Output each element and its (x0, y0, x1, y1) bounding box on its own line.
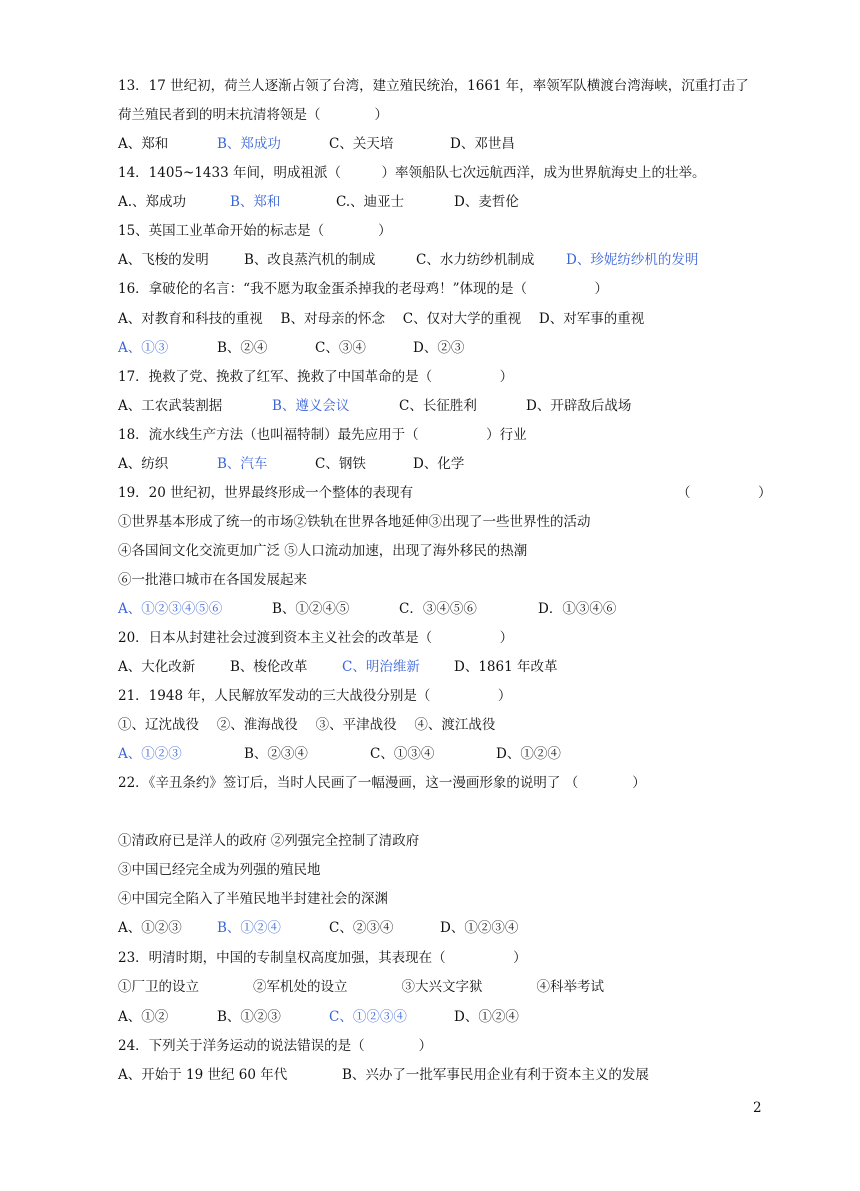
page-number: 2 (753, 1100, 762, 1116)
option-c: C、钢铁 (315, 456, 366, 472)
option-a: A、飞梭的发明 (118, 252, 209, 268)
question-19-statement-3: ⑥一批港口城市在各国发展起来 (118, 572, 307, 588)
option-d: D、邓世昌 (450, 136, 515, 152)
question-19-answer-blank: （ ） (677, 485, 772, 501)
option-d-answer: D、珍妮纺纱机的发明 (566, 252, 699, 268)
question-22-stem: 22．《辛丑条约》签订后，当时人民画了一幅漫画，这一漫画形象的说明了 （ ） (118, 775, 646, 791)
option-b-answer: B、郑和 (230, 194, 281, 210)
option-b-answer: B、遵义会议 (272, 398, 350, 414)
question-16-stem: 16．拿破伦的名言：“我不愿为取金蛋杀掉我的老母鸡！”体现的是（ ） (118, 281, 608, 297)
option-d: D．①③④⑥ (538, 601, 617, 617)
option-a-answer: A、①②③ (118, 746, 182, 762)
question-15-stem: 15、英国工业革命开始的标志是（ ） (118, 223, 392, 239)
option-a: A、工农武装割据 (118, 398, 223, 414)
question-16-statements: A、对教育和科技的重视 B、对母亲的怀念 C、仅对大学的重视 D、对军事的重视 (118, 311, 645, 327)
option-b-answer: B、①②④ (217, 920, 281, 936)
option-b: B、兴办了一批军事民用企业有利于资本主义的发展 (342, 1067, 649, 1083)
option-d: D、开辟敌后战场 (526, 398, 632, 414)
option-b: B、①②③ (217, 1009, 281, 1025)
question-22-statement-3: ④中国完全陷入了半殖民地半封建社会的深渊 (118, 891, 388, 907)
question-24-stem: 24．下列关于洋务运动的说法错误的是（ ） (118, 1038, 433, 1054)
option-d: D、①②④ (496, 746, 561, 762)
option-a: A、大化改新 (118, 659, 196, 675)
option-b: B、梭伦改革 (230, 659, 308, 675)
question-19-statement-2: ④各国间文化交流更加广泛 ⑤人口流动加速，出现了海外移民的热潮 (118, 543, 528, 559)
option-a: A、纺织 (118, 456, 169, 472)
option-c: C．③④⑤⑥ (399, 601, 477, 617)
option-c: C、水力纺纱机制成 (416, 252, 535, 268)
option-a-answer: A、①②③④⑤⑥ (118, 601, 223, 617)
question-13-stem-1: 13．17 世纪初，荷兰人逐渐占领了台湾，建立殖民统治，1661 年，率领军队横渡台湾海峡，沉重打击了 (118, 78, 749, 94)
question-21-stem: 21．1948 年，人民解放军发动的三大战役分别是（ ） (118, 688, 512, 704)
option-c: C、长征胜利 (399, 398, 477, 414)
option-a: A、①②③ (118, 920, 182, 936)
option-c: C.、迪亚士 (336, 194, 405, 210)
option-d: D、1861 年改革 (454, 659, 558, 675)
option-b-answer: B、郑成功 (217, 136, 281, 152)
question-17-stem: 17．挽救了党、挽救了红军、挽救了中国革命的是（ ） (118, 369, 514, 385)
option-a-answer: A、①③ (118, 340, 169, 356)
question-20-stem: 20．日本从封建社会过渡到资本主义社会的改革是（ ） (118, 630, 514, 646)
option-d: D、①②④ (454, 1009, 519, 1025)
option-c: C、②③④ (329, 920, 394, 936)
option-d: D、麦哲伦 (454, 194, 519, 210)
question-22-statement-2: ③中国已经完全成为列强的殖民地 (118, 862, 321, 878)
option-a: A、①② (118, 1009, 169, 1025)
question-18-stem: 18．流水线生产方法（也叫福特制）最先应用于（ ）行业 (118, 427, 527, 443)
question-21-statements: ①、辽沈战役 ②、淮海战役 ③、平津战役 ④、渡江战役 (118, 717, 496, 733)
question-14-stem: 14．1405~1433 年间，明成祖派（ ）率领船队七次远航西洋，成为世界航海史上的壮举。 (118, 165, 706, 181)
question-22-statement-1: ①清政府已是洋人的政府 ②列强完全控制了清政府 (118, 833, 420, 849)
option-a: A、郑和 (118, 136, 169, 152)
option-c: C、①③④ (370, 746, 435, 762)
option-d: D、①②③④ (440, 920, 519, 936)
option-b: B、①②④⑤ (272, 601, 350, 617)
option-c-answer: C、①②③④ (329, 1009, 407, 1025)
option-a: A、开始于 19 世纪 60 年代 (118, 1067, 288, 1083)
option-d: D、②③ (413, 340, 465, 356)
option-c: C、③④ (315, 340, 366, 356)
question-19-statement-1: ①世界基本形成了统一的市场②铁轨在世界各地延伸③出现了一些世界性的活动 (118, 514, 591, 530)
question-23-stem: 23．明清时期，中国的专制皇权高度加强，其表现在（ ） (118, 950, 527, 966)
question-13-stem-2: 荷兰殖民者到的明末抗清将领是（ ） (118, 107, 388, 123)
option-d: D、化学 (413, 456, 465, 472)
option-a: A.、郑成功 (118, 194, 187, 210)
option-b-answer: B、汽车 (217, 456, 268, 472)
question-23-statements: ①厂卫的设立 ②军机处的设立 ③大兴文字狱 ④科举考试 (118, 979, 604, 995)
option-c-answer: C、明治维新 (342, 659, 420, 675)
option-b: B、②④ (217, 340, 268, 356)
option-b: B、改良蒸汽机的制成 (244, 252, 376, 268)
question-19-stem: 19．20 世纪初，世界最终形成一个整体的表现有 (118, 485, 414, 501)
option-b: B、②③④ (244, 746, 308, 762)
option-c: C、关天培 (329, 136, 394, 152)
